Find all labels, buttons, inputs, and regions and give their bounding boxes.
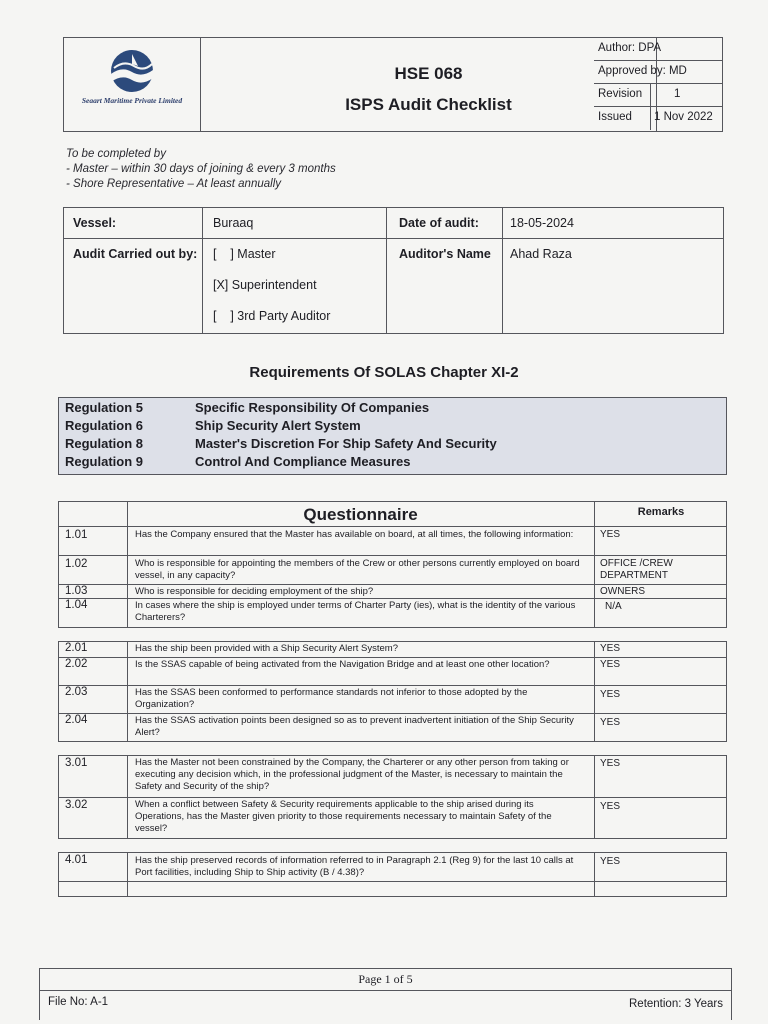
question-number: 2.03 bbox=[65, 686, 88, 698]
regulation-desc: Specific Responsibility Of Companies bbox=[195, 400, 430, 415]
question-number: 2.01 bbox=[65, 642, 88, 654]
table-row bbox=[59, 555, 726, 584]
revision-value: 1 bbox=[674, 88, 681, 100]
regulation-number: Regulation 9 bbox=[65, 454, 144, 469]
section-title: Requirements Of SOLAS Chapter XI-2 bbox=[249, 364, 519, 381]
revision-label: Revision bbox=[598, 88, 643, 100]
question-text: Has the SSAS activation points been designed so as to prevent inadvertent initiation of the Ship Security Alert? bbox=[135, 715, 574, 738]
author-text: Author: DPA bbox=[598, 42, 662, 54]
doc-title: ISPS Audit Checklist bbox=[345, 95, 512, 114]
questionnaire-table-2 bbox=[58, 641, 727, 742]
question-text: Has the ship preserved records of information referred to in Paragraph 2.1 (Reg 9) for the last 10 calls at Port facilities, including Ship to Ship activity (B / 4.38)? bbox=[135, 855, 574, 878]
carried-label: Audit Carried out by: bbox=[73, 247, 198, 261]
table-row bbox=[59, 657, 726, 685]
question-remark: YES bbox=[600, 659, 621, 670]
meta-author bbox=[594, 38, 723, 61]
question-number: 1.01 bbox=[65, 529, 88, 541]
date-label: Date of audit: bbox=[399, 216, 479, 230]
company-logo-icon bbox=[102, 48, 162, 94]
question-remark: YES bbox=[600, 758, 621, 769]
approved-text: Approved by: MD bbox=[598, 65, 687, 77]
table-row bbox=[59, 598, 726, 627]
document-header bbox=[63, 37, 723, 132]
meta-issued bbox=[594, 107, 723, 130]
doc-code: HSE 068 bbox=[394, 64, 463, 83]
question-remark: YES bbox=[600, 643, 621, 654]
questionnaire-title: Questionnaire bbox=[303, 505, 418, 524]
question-number: 3.02 bbox=[65, 799, 88, 811]
question-text: Is the SSAS capable of being activated from the Navigation Bridge and at least one other location? bbox=[135, 659, 550, 670]
regulation-desc: Master's Discretion For Ship Safety And Security bbox=[195, 436, 497, 451]
retention: Retention: 3 Years bbox=[629, 998, 723, 1010]
regulation-desc: Ship Security Alert System bbox=[195, 418, 361, 433]
questionnaire-table-3 bbox=[58, 755, 727, 839]
company-logo-cell bbox=[64, 38, 201, 131]
question-number: 2.02 bbox=[65, 658, 88, 670]
vessel-info-table bbox=[63, 207, 724, 334]
file-number: File No: A-1 bbox=[48, 996, 109, 1008]
regulation-desc: Control And Compliance Measures bbox=[195, 454, 411, 469]
table-row bbox=[59, 685, 726, 713]
regulation-number: Regulation 5 bbox=[65, 400, 144, 415]
page-footer bbox=[39, 968, 732, 1020]
questionnaire-table-4 bbox=[58, 852, 727, 897]
question-remark: YES bbox=[600, 529, 621, 540]
question-text: Has the Company ensured that the Master has available on board, at all times, the following information: bbox=[135, 529, 574, 540]
instruction-line: To be completed by bbox=[66, 148, 166, 160]
question-number: 4.01 bbox=[65, 854, 88, 866]
regulations-box bbox=[58, 397, 727, 475]
table-row bbox=[59, 853, 726, 881]
title-cell bbox=[201, 38, 657, 131]
page-number: Page 1 of 5 bbox=[358, 972, 413, 986]
question-number: 3.01 bbox=[65, 757, 88, 769]
question-remark: YES bbox=[600, 689, 621, 700]
date-value: 18-05-2024 bbox=[510, 216, 574, 230]
question-text: Has the ship been provided with a Ship Security Alert System? bbox=[135, 643, 398, 654]
table-row bbox=[59, 797, 726, 838]
question-text: Has the Master not been constrained by the Company, the Charterer or any other person from taking or executing any decision which, in the professional judgment of the Master, is necessary to maintain the Safety and Security of the ship? bbox=[135, 757, 569, 792]
question-text: Has the SSAS been conformed to performance standards not inferior to those adopted by the Organization? bbox=[135, 687, 528, 710]
questionnaire-header-row bbox=[59, 502, 726, 526]
option-superintendent: [X] Superintendent bbox=[213, 278, 317, 292]
question-number: 1.03 bbox=[65, 585, 88, 597]
question-remark: YES bbox=[600, 856, 621, 867]
instruction-line: - Master – within 30 days of joining & every 3 months bbox=[66, 163, 336, 175]
auditor-value: Ahad Raza bbox=[510, 247, 572, 261]
question-text: Who is responsible for deciding employment of the ship? bbox=[135, 586, 374, 597]
table-row bbox=[59, 642, 726, 657]
table-row bbox=[59, 756, 726, 797]
table-row bbox=[59, 526, 726, 555]
question-number: 1.04 bbox=[65, 599, 88, 611]
question-remark: OWNERS bbox=[600, 586, 645, 597]
meta-approved bbox=[594, 61, 723, 84]
vessel-label: Vessel: bbox=[73, 216, 117, 230]
remarks-header: Remarks bbox=[637, 506, 685, 518]
table-row bbox=[59, 713, 726, 741]
issued-value: 1 Nov 2022 bbox=[654, 111, 713, 123]
regulation-number: Regulation 6 bbox=[65, 418, 144, 433]
vessel-value: Buraaq bbox=[213, 216, 254, 230]
question-text: Who is responsible for appointing the members of the Crew or other persons currently employed on board vessel, in any capacity? bbox=[135, 558, 580, 581]
question-number: 2.04 bbox=[65, 714, 88, 726]
table-row bbox=[59, 881, 726, 896]
instruction-line: - Shore Representative – At least annually bbox=[66, 178, 282, 190]
option-master: [ ] Master bbox=[213, 247, 276, 261]
question-remark: OFFICE /CREW DEPARTMENT bbox=[600, 558, 673, 581]
company-name: Seaart Maritime Private Limited bbox=[81, 96, 183, 105]
auditor-label: Auditor's Name bbox=[399, 247, 491, 261]
instructions bbox=[66, 147, 336, 192]
question-text: In cases where the ship is employed under terms of Charter Party (ies), what is the identity of the various Charterers? bbox=[135, 600, 576, 623]
issued-label: Issued bbox=[598, 111, 632, 123]
question-remark: YES bbox=[600, 717, 621, 728]
questionnaire-table-1 bbox=[58, 501, 727, 628]
option-third-party: [ ] 3rd Party Auditor bbox=[213, 309, 331, 323]
question-text: When a conflict between Safety & Security requirements applicable to the ship arised during its Operations, has the Master given priority to those requirements necessary to maintain Safety of the vessel? bbox=[135, 799, 552, 834]
regulation-number: Regulation 8 bbox=[65, 436, 144, 451]
question-remark: N/A bbox=[605, 601, 622, 612]
meta-revision bbox=[594, 84, 723, 107]
question-number: 1.02 bbox=[65, 558, 88, 570]
table-row bbox=[59, 584, 726, 598]
question-remark: YES bbox=[600, 801, 621, 812]
